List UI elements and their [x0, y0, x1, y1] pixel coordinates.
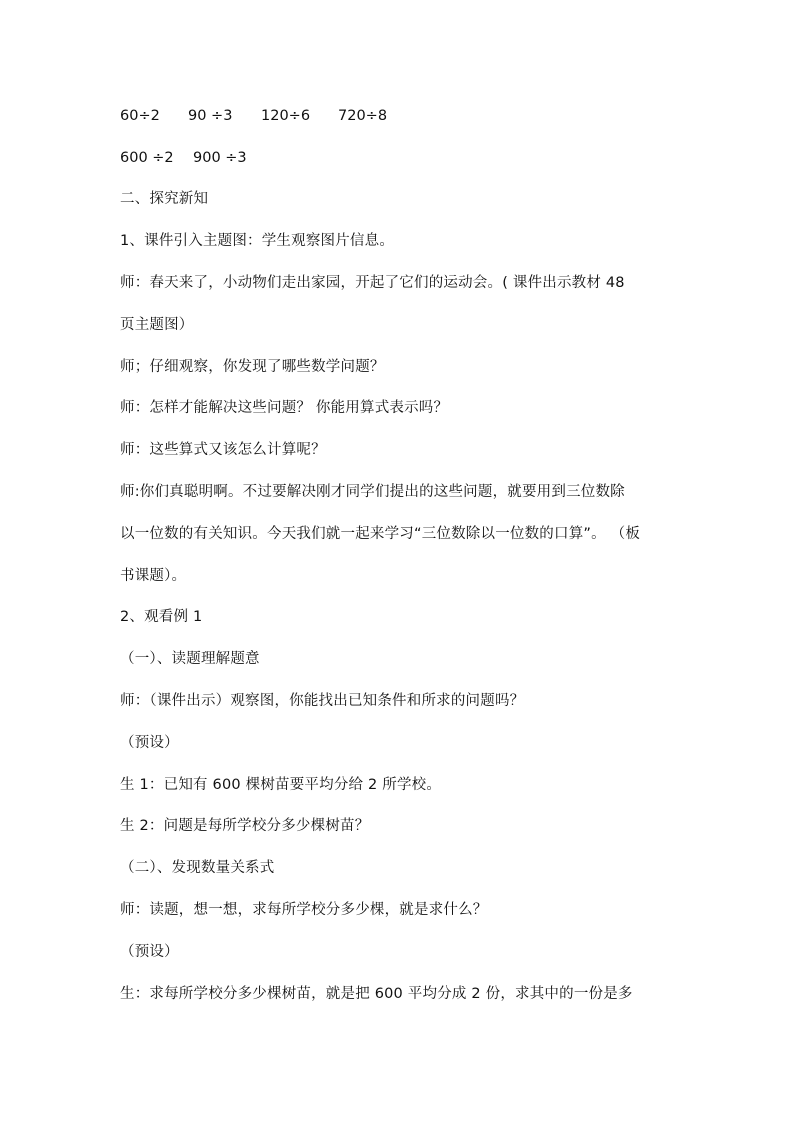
- paragraph-line: 师:你们真聪明啊。不过要解决刚才同学们提出的这些问题，就要用到三位数除: [120, 484, 625, 500]
- paragraph-line: （预设）: [120, 944, 179, 960]
- paragraph-line: 师：（课件出示）观察图，你能找出已知条件和所求的问题吗？: [120, 693, 525, 709]
- expression: 600 ÷2: [120, 150, 174, 166]
- expression: 120÷6: [261, 108, 311, 124]
- paragraph-line: 师：怎样才能解决这些问题？ 你能用算式表示吗？: [120, 400, 449, 416]
- subsection-heading: （一）、读题理解题意: [120, 651, 260, 667]
- paragraph-line: （预设）: [120, 735, 179, 751]
- paragraph-line: 生 1：已知有 600 棵树苗要平均分给 2 所学校。: [120, 777, 442, 793]
- expression: 60÷2: [120, 108, 160, 124]
- paragraph-line: 师：春天来了，小动物们走出家园，开起了它们的运动会。( 课件出示教材 48: [120, 275, 625, 291]
- paragraph-line: 1、课件引入主题图：学生观察图片信息。: [120, 233, 395, 249]
- expression: 720÷8: [338, 108, 388, 124]
- paragraph-line: 生 2：问题是每所学校分多少棵树苗？: [120, 818, 370, 834]
- section-heading: 二、探究新知: [120, 191, 209, 207]
- paragraph-line: 师；仔细观察，你发现了哪些数学问题？: [120, 359, 385, 375]
- paragraph-line: 以一位数的有关知识。今天我们就一起来学习“三位数除以一位数的口算”。 （板: [120, 526, 641, 542]
- paragraph-line: 页主题图）: [120, 317, 194, 333]
- section-heading: 2、观看例 1: [120, 609, 203, 625]
- paragraph-line: 书课题）。: [120, 568, 187, 584]
- subsection-heading: （二）、发现数量关系式: [120, 860, 275, 876]
- expression: 900 ÷3: [193, 150, 247, 166]
- paragraph-line: 师：读题，想一想，求每所学校分多少棵，就是求什么？: [120, 902, 488, 918]
- paragraph-line: 师：这些算式又该怎么计算呢？: [120, 442, 326, 458]
- expression: 90 ÷3: [188, 108, 233, 124]
- paragraph-line: 生：求每所学校分多少棵树苗，就是把 600 平均分成 2 份，求其中的一份是多: [120, 986, 633, 1002]
